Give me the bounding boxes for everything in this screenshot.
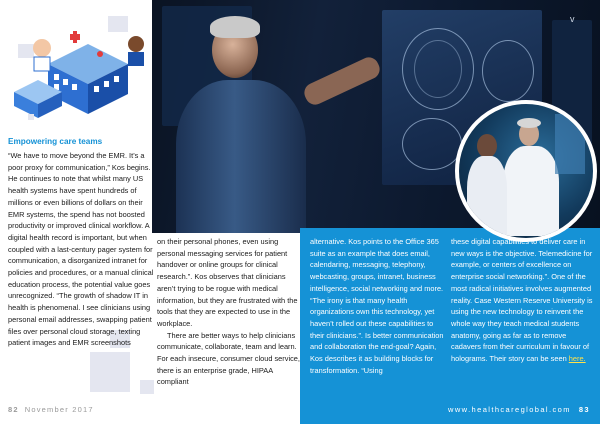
website-url[interactable]: www.healthcareglobal.com: [448, 405, 571, 414]
column-4-text: these digital capabilities to deliver care in new ways is the objective. Telemedicine for example, or centers of excellence on enterprise social networking.”. One of the most radical initiatives involves augmented reality. Case Western Reserve University is using the new technology to reinvent the whole way they teach medical students anatomy, going as far as to remove cadavers from their curriculum in favour of holograms. Their story can be seen: [451, 237, 593, 364]
page-number-right: 83: [578, 405, 590, 414]
article-column-2: [157, 236, 303, 388]
column-2-paragraph-2: There are better ways to help clinicians communicate, collaborate, team and learn. For each insecure, consumer cloud service, there is an enterprise grade, HIPAA compliant: [157, 330, 300, 387]
decorative-square: [90, 352, 130, 392]
article-column-3: [310, 236, 446, 376]
article-column-4: [451, 236, 593, 365]
chevron-down-icon: v: [570, 14, 575, 24]
story-link[interactable]: here.: [568, 354, 586, 364]
decorative-square: [140, 380, 154, 394]
footer-right: [448, 405, 590, 414]
footer-left: [8, 405, 94, 414]
page-number-left: 82: [8, 405, 19, 414]
article-column-1: [8, 150, 154, 349]
column-1-paragraph: “We have to move beyond the EMR. It’s a poor proxy for communication,” Kos begins. He continues to note that whilst many US health systems have spent hundreds of millions or even billions of dollars on their EMR systems, the spend has not boosted productivity or improved clinical workflow. A digital health record is important, but when coupled with a last-century pager system for communication, a disorganized intranet for policies and procedures, or a manual clinical education process, the potential value goes unrecognized. “The growth of shadow IT in health is phenomenal. I see clinicians using personal email addresses, swapping patient files over personal cloud storage, texting patient images and EMR screenshots: [8, 151, 154, 348]
section-heading: Empowering care teams: [8, 137, 103, 146]
hospital-isometric-illustration-icon: [8, 14, 148, 130]
column-3-paragraph: alternative. Kos points to the Office 365 suite as an example that does email, calendaring, messaging, telephony, webcasting, groups, intranet, business intelligence, social networking and more. “The irony is that many health organizations own this technology, yet haven’t rolled out these capabilities to their clinicians.”. Is better communication and collaboration the end-goal? Again, Kos describes it as building blocks for transformation. “Using: [310, 237, 444, 375]
issue-date: November 2017: [24, 405, 94, 414]
column-4-paragraph: [451, 236, 593, 365]
column-2-paragraph-1: on their personal phones, even using personal messaging services for patient handover or online groups for clinical research.”. Kos observes that clinicians aren’t trying to be rogue with medical information, but they are frustrated with the tools that they are expected to use in the workplace.: [157, 237, 298, 328]
inset-photo-two-doctors: [455, 100, 597, 242]
